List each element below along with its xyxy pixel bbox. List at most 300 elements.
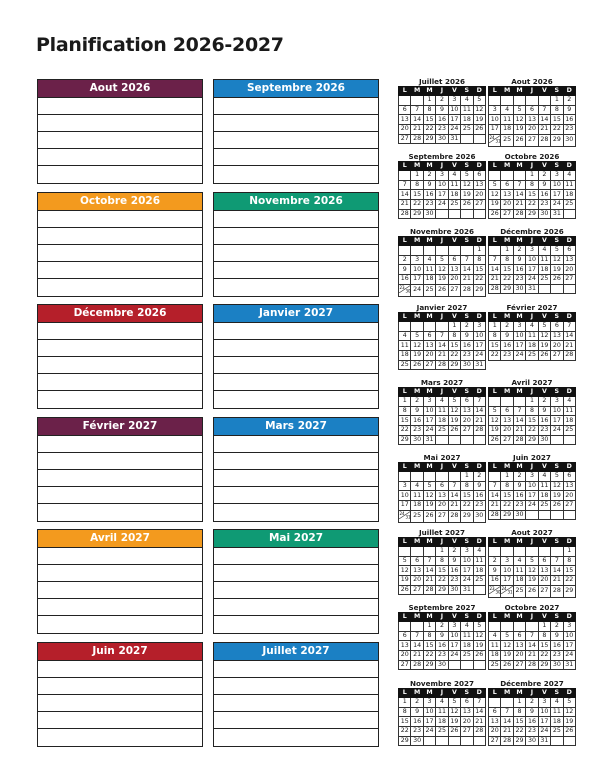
- day-cell: 17: [551, 190, 563, 200]
- mini-calendar-title: Mars 2027: [420, 378, 464, 387]
- planner-note-line[interactable]: [38, 661, 202, 678]
- planner-note-line[interactable]: [214, 166, 378, 183]
- day-cell: 3: [448, 622, 460, 632]
- day-cell: 16: [411, 717, 423, 727]
- day-cell: 8: [501, 481, 513, 491]
- day-cell: [489, 171, 501, 181]
- planner-note-line[interactable]: [38, 262, 202, 279]
- split-day: [399, 511, 411, 519]
- day-cell: 21: [489, 275, 501, 285]
- day-cell: 24: [513, 351, 525, 361]
- day-cell: 30: [411, 435, 423, 445]
- weekday-header: M: [501, 313, 513, 322]
- mini-calendar-grid: [488, 537, 576, 598]
- day-cell: 14: [489, 491, 501, 501]
- weekday-header: M: [411, 388, 423, 397]
- day-cell: 1: [563, 547, 575, 557]
- day-cell: 22: [501, 501, 513, 511]
- day-cell: [436, 472, 448, 482]
- planner-note-line[interactable]: [38, 340, 202, 357]
- day-cell: 12: [489, 416, 501, 426]
- weekday-header: L: [399, 313, 411, 322]
- planner-month-header: Juin 2027: [38, 643, 202, 661]
- planner-month-header: Décembre 2026: [38, 305, 202, 323]
- day-cell: 24: [448, 125, 460, 135]
- day-cell: 2: [551, 622, 563, 632]
- day-cell: [501, 397, 513, 407]
- day-cell: [489, 547, 501, 557]
- day-cell: 24: [551, 200, 563, 210]
- day-cell: 3: [423, 397, 435, 407]
- day-cell: 19: [448, 717, 460, 727]
- weekday-header: J: [526, 689, 538, 698]
- day-cell: [423, 472, 435, 482]
- day-cell: 17: [526, 491, 538, 501]
- day-cell: 11: [538, 255, 550, 265]
- day-cell: 9: [538, 406, 550, 416]
- planner-note-line[interactable]: [214, 453, 378, 470]
- planner-note-line[interactable]: [38, 323, 202, 340]
- day-cell: 13: [461, 406, 473, 416]
- day-cell: 20: [411, 576, 423, 586]
- planner-note-line[interactable]: [38, 98, 202, 115]
- planner-note-line[interactable]: [214, 712, 378, 729]
- weekday-header: L: [399, 689, 411, 698]
- day-cell: 22: [399, 727, 411, 737]
- day-cell: 31: [526, 284, 538, 294]
- planner-note-line[interactable]: [38, 436, 202, 453]
- planner-note-line[interactable]: [214, 470, 378, 487]
- day-cell: 4: [563, 397, 575, 407]
- planner-note-line[interactable]: [38, 616, 202, 633]
- weekday-header: D: [563, 162, 575, 171]
- day-cell: 15: [489, 341, 501, 351]
- planner-note-line[interactable]: [38, 504, 202, 521]
- day-cell: 29: [513, 736, 525, 746]
- weekday-header: D: [473, 162, 485, 171]
- day-cell: 10: [489, 115, 501, 125]
- day-cell: 25: [448, 200, 460, 210]
- day-cell: 25: [461, 125, 473, 135]
- planner-note-line[interactable]: [214, 262, 378, 279]
- day-cell: [489, 622, 501, 632]
- day-cell: [399, 547, 411, 557]
- planner-note-line[interactable]: [214, 98, 378, 115]
- day-cell: 4: [551, 698, 563, 708]
- day-cell: [461, 209, 473, 219]
- planner-note-line[interactable]: [214, 391, 378, 408]
- weekday-header: S: [551, 87, 563, 96]
- day-cell: 8: [399, 707, 411, 717]
- mini-calendar-grid: [488, 688, 576, 746]
- day-cell: 15: [448, 341, 460, 351]
- weekday-header: S: [461, 313, 473, 322]
- day-cell: 13: [513, 641, 525, 651]
- day-cell: 24: [526, 275, 538, 285]
- svg-text:23: 23: [399, 284, 405, 290]
- day-cell: 9: [526, 707, 538, 717]
- weekday-header: V: [538, 313, 550, 322]
- mini-calendar-grid: [398, 537, 486, 595]
- day-cell: 4: [448, 171, 460, 181]
- svg-text:30: 30: [495, 589, 501, 594]
- day-cell: 23: [436, 125, 448, 135]
- day-cell: 14: [473, 406, 485, 416]
- mini-calendar-grid: [398, 86, 486, 144]
- day-cell: 21: [399, 200, 411, 210]
- day-cell: 13: [473, 180, 485, 190]
- day-cell: 24: [436, 200, 448, 210]
- day-cell: 14: [526, 641, 538, 651]
- day-cell: [563, 736, 575, 746]
- day-cell: 29: [526, 209, 538, 219]
- day-cell: 11: [551, 707, 563, 717]
- day-cell: 14: [551, 566, 563, 576]
- day-cell: 20: [461, 717, 473, 727]
- day-cell: 20: [501, 426, 513, 436]
- weekday-header: V: [538, 689, 550, 698]
- planner-note-line[interactable]: [214, 661, 378, 678]
- planner-note-line[interactable]: [214, 599, 378, 616]
- day-cell: [448, 472, 460, 482]
- day-cell: [501, 698, 513, 708]
- planner-note-line[interactable]: [214, 132, 378, 149]
- planner-note-line[interactable]: [214, 695, 378, 712]
- mini-calendar-grid: [488, 312, 576, 361]
- weekday-header: L: [399, 162, 411, 171]
- day-cell: 18: [423, 275, 435, 285]
- day-cell: 18: [473, 566, 485, 576]
- day-cell: [461, 246, 473, 256]
- day-cell: 17: [526, 265, 538, 275]
- day-cell: 7: [473, 698, 485, 708]
- mini-calendar-grid: [398, 236, 486, 297]
- day-cell: 12: [501, 641, 513, 651]
- day-cell: 11: [538, 481, 550, 491]
- day-cell: 6: [411, 556, 423, 566]
- planner-note-line[interactable]: [38, 211, 202, 228]
- day-cell: 3: [551, 397, 563, 407]
- day-cell: 2: [526, 698, 538, 708]
- weekday-header: J: [526, 538, 538, 547]
- day-cell: 3: [513, 322, 525, 332]
- weekday-header: D: [563, 388, 575, 397]
- day-cell: [526, 510, 538, 520]
- day-cell: 25: [501, 134, 513, 146]
- planner-note-line[interactable]: [38, 374, 202, 391]
- planner-note-line[interactable]: [214, 504, 378, 521]
- day-cell: 2: [489, 556, 501, 566]
- day-cell: 2: [461, 322, 473, 332]
- day-cell: [473, 585, 485, 595]
- day-cell: 8: [526, 406, 538, 416]
- mini-calendar-title: Septembre 2026: [408, 152, 476, 161]
- mini-calendar-title: Novembre 2026: [409, 227, 475, 236]
- planner-note-line[interactable]: [214, 565, 378, 582]
- day-cell: 20: [563, 265, 575, 275]
- planner-note-line[interactable]: [38, 599, 202, 616]
- planner-month-box: [37, 192, 203, 297]
- weekday-header: V: [538, 538, 550, 547]
- planner-note-line[interactable]: [38, 132, 202, 149]
- day-cell: 3: [501, 556, 513, 566]
- day-cell: 8: [399, 406, 411, 416]
- planner-note-line[interactable]: [38, 695, 202, 712]
- day-cell: 25: [551, 727, 563, 737]
- planner-note-line[interactable]: [214, 487, 378, 504]
- day-cell: 27: [411, 585, 423, 595]
- planner-note-line[interactable]: [214, 149, 378, 166]
- planner-note-line[interactable]: [214, 211, 378, 228]
- weekday-header: L: [489, 388, 501, 397]
- day-cell: 6: [448, 255, 460, 265]
- day-cell: 20: [551, 341, 563, 351]
- planner-note-line[interactable]: [38, 565, 202, 582]
- day-cell: 29: [423, 660, 435, 670]
- planner-note-line[interactable]: [38, 279, 202, 296]
- day-cell: 21: [461, 275, 473, 285]
- weekday-header: D: [473, 463, 485, 472]
- weekday-header: J: [526, 162, 538, 171]
- day-cell: 19: [399, 576, 411, 586]
- day-cell: 23: [526, 727, 538, 737]
- day-cell: 20: [399, 651, 411, 661]
- planner-note-line[interactable]: [38, 487, 202, 504]
- planner-note-line[interactable]: [38, 548, 202, 565]
- day-cell: 5: [501, 631, 513, 641]
- day-cell: 10: [399, 491, 411, 501]
- split-day: [489, 586, 501, 594]
- planner-note-line[interactable]: [38, 149, 202, 166]
- day-cell: [436, 736, 448, 746]
- weekday-header: M: [411, 538, 423, 547]
- day-cell: 28: [461, 284, 473, 296]
- planner-month-box: [37, 79, 203, 184]
- day-cell: 21: [436, 351, 448, 361]
- planner-note-line[interactable]: [214, 245, 378, 262]
- planner-note-line[interactable]: [38, 166, 202, 183]
- day-cell: 21: [411, 651, 423, 661]
- day-cell: 17: [423, 717, 435, 727]
- planner-note-line[interactable]: [214, 436, 378, 453]
- day-cell: 22: [411, 200, 423, 210]
- planner-note-line[interactable]: [214, 374, 378, 391]
- weekday-header: S: [461, 162, 473, 171]
- day-cell: 26: [501, 660, 513, 670]
- day-cell: 2: [436, 96, 448, 106]
- day-cell: 10: [538, 707, 550, 717]
- weekday-header: M: [501, 689, 513, 698]
- day-cell: [448, 660, 460, 670]
- day-cell: [411, 96, 423, 106]
- day-cell: 12: [513, 115, 525, 125]
- day-cell: 27: [473, 200, 485, 210]
- weekday-header: D: [563, 613, 575, 622]
- day-cell: 25: [538, 501, 550, 511]
- day-cell: 5: [473, 622, 485, 632]
- planner-note-line[interactable]: [214, 279, 378, 296]
- day-cell: 2: [423, 171, 435, 181]
- day-cell: 25: [563, 200, 575, 210]
- day-cell: 15: [423, 115, 435, 125]
- day-cell: 30: [551, 660, 563, 670]
- mini-calendar-title: Juin 2027: [513, 453, 551, 462]
- day-cell: 5: [399, 556, 411, 566]
- day-cell: 10: [551, 406, 563, 416]
- day-cell: 15: [436, 566, 448, 576]
- day-cell: [436, 246, 448, 256]
- weekday-header: S: [551, 388, 563, 397]
- day-cell: 26: [411, 360, 423, 370]
- day-cell: 1: [489, 322, 501, 332]
- day-cell: 22: [423, 125, 435, 135]
- day-cell: 18: [526, 341, 538, 351]
- planner-note-line[interactable]: [214, 340, 378, 357]
- day-cell: [538, 284, 550, 294]
- day-cell: 1: [448, 322, 460, 332]
- weekday-header: V: [538, 463, 550, 472]
- day-cell: 16: [513, 265, 525, 275]
- weekday-header: S: [551, 613, 563, 622]
- day-cell: 30: [513, 284, 525, 294]
- weekday-header: V: [448, 388, 460, 397]
- mini-calendar-grid: [398, 387, 486, 445]
- day-cell: 30: [538, 435, 550, 445]
- planner-month-header: Février 2027: [38, 418, 202, 436]
- day-cell: 23: [411, 727, 423, 737]
- planner-note-line[interactable]: [38, 357, 202, 374]
- day-cell: 20: [538, 576, 550, 586]
- planner-note-line[interactable]: [214, 729, 378, 746]
- day-cell: 16: [423, 190, 435, 200]
- day-cell: 5: [538, 322, 550, 332]
- day-cell: 14: [538, 115, 550, 125]
- weekday-header: V: [448, 162, 460, 171]
- day-cell: 8: [436, 556, 448, 566]
- day-cell: 22: [489, 351, 501, 361]
- day-cell: 4: [423, 255, 435, 265]
- weekday-header: D: [473, 87, 485, 96]
- day-cell: 15: [513, 717, 525, 727]
- planner-note-line[interactable]: [214, 323, 378, 340]
- planner-month-box: [37, 642, 203, 747]
- day-cell: 24: [423, 727, 435, 737]
- planner-note-line[interactable]: [38, 391, 202, 408]
- day-cell: 14: [513, 190, 525, 200]
- day-cell: 14: [399, 190, 411, 200]
- day-cell: 3: [411, 255, 423, 265]
- day-cell: 19: [473, 115, 485, 125]
- planner-note-line[interactable]: [38, 729, 202, 746]
- weekday-header: M: [513, 463, 525, 472]
- day-cell: 14: [423, 566, 435, 576]
- day-cell: 19: [411, 351, 423, 361]
- day-cell: 6: [489, 707, 501, 717]
- weekday-header: M: [411, 237, 423, 246]
- planner-note-line[interactable]: [214, 548, 378, 565]
- planner-note-line[interactable]: [38, 228, 202, 245]
- day-cell: 26: [489, 209, 501, 219]
- day-cell: 8: [423, 105, 435, 115]
- day-cell: 21: [551, 576, 563, 586]
- day-cell: 21: [513, 426, 525, 436]
- day-cell: 5: [411, 331, 423, 341]
- planner-note-line[interactable]: [214, 115, 378, 132]
- mini-calendar: [398, 77, 486, 144]
- planner-note-line[interactable]: [214, 357, 378, 374]
- planner-note-line[interactable]: [214, 616, 378, 633]
- day-cell: 26: [489, 435, 501, 445]
- weekday-header: S: [551, 463, 563, 472]
- planner-note-line[interactable]: [214, 582, 378, 599]
- day-cell: 24: [423, 426, 435, 436]
- day-cell: 10: [563, 631, 575, 641]
- planner-note-line[interactable]: [214, 228, 378, 245]
- day-cell: 2: [411, 397, 423, 407]
- day-cell: 26: [448, 727, 460, 737]
- svg-text:24: 24: [501, 585, 508, 591]
- day-cell: 21: [563, 341, 575, 351]
- weekday-header: L: [399, 538, 411, 547]
- day-cell: [526, 622, 538, 632]
- day-cell: 9: [423, 180, 435, 190]
- weekday-header: M: [501, 162, 513, 171]
- planner-note-line[interactable]: [38, 245, 202, 262]
- day-cell: [513, 397, 525, 407]
- day-cell: 22: [526, 200, 538, 210]
- day-cell: 5: [461, 171, 473, 181]
- day-cell: [411, 322, 423, 332]
- day-cell: 2: [501, 322, 513, 332]
- day-cell: 7: [551, 556, 563, 566]
- day-cell: 16: [538, 416, 550, 426]
- day-cell: 20: [526, 125, 538, 135]
- day-cell: [489, 698, 501, 708]
- day-cell: 19: [551, 265, 563, 275]
- day-cell: 2: [563, 96, 575, 106]
- day-cell: 25: [461, 651, 473, 661]
- day-cell: 30: [436, 134, 448, 144]
- day-cell: 25: [563, 426, 575, 436]
- mini-calendar-grid: [398, 312, 486, 370]
- day-cell: 26: [526, 585, 538, 597]
- planner-note-line[interactable]: [38, 678, 202, 695]
- weekday-header: J: [526, 313, 538, 322]
- weekday-header: D: [563, 87, 575, 96]
- weekday-header: M: [411, 313, 423, 322]
- day-cell: 10: [526, 481, 538, 491]
- weekday-header: L: [489, 613, 501, 622]
- planner-note-line[interactable]: [38, 453, 202, 470]
- planner-note-line[interactable]: [38, 115, 202, 132]
- day-cell: 1: [526, 171, 538, 181]
- day-cell: 10: [501, 566, 513, 576]
- day-cell: 25: [436, 426, 448, 436]
- weekday-header: J: [436, 388, 448, 397]
- day-cell: [399, 622, 411, 632]
- day-cell: 20: [436, 501, 448, 511]
- day-cell: 28: [526, 660, 538, 670]
- planner-note-line[interactable]: [38, 582, 202, 599]
- planner-note-line[interactable]: [214, 678, 378, 695]
- day-cell: [538, 547, 550, 557]
- planner-note-line[interactable]: [38, 470, 202, 487]
- day-cell: 6: [501, 406, 513, 416]
- planner-note-line[interactable]: [38, 712, 202, 729]
- weekday-header: V: [448, 538, 460, 547]
- day-cell: 14: [513, 416, 525, 426]
- day-cell: 15: [563, 566, 575, 576]
